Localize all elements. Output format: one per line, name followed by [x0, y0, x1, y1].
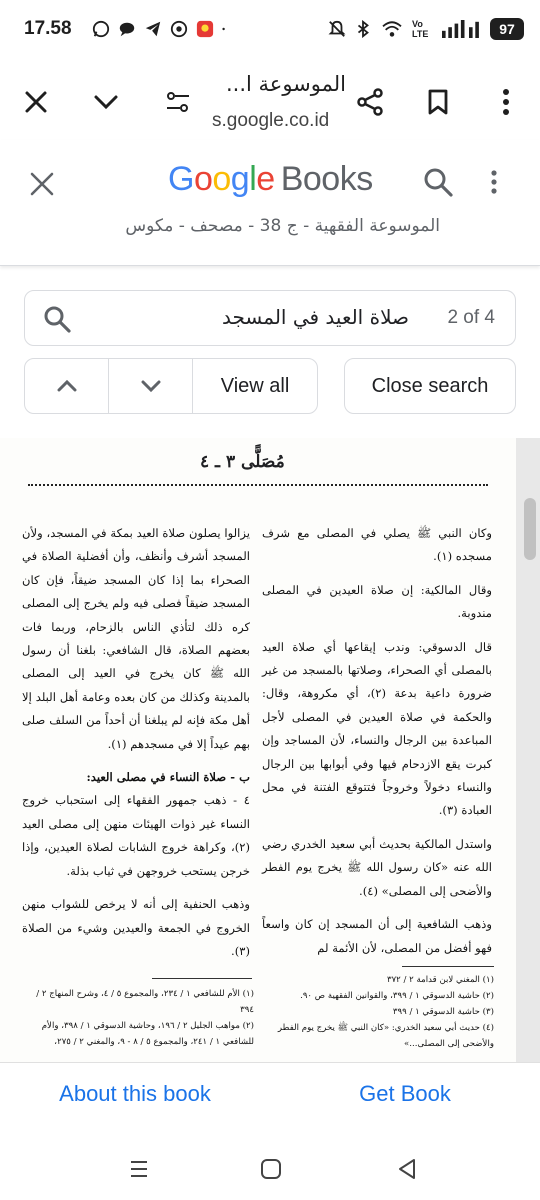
wifi-icon [380, 20, 404, 38]
close-tab-button[interactable] [16, 82, 56, 122]
whatsapp-icon [92, 20, 110, 38]
battery-indicator: 97 [490, 18, 524, 40]
page-settings-button[interactable] [158, 82, 198, 122]
logo-letter: o [193, 160, 213, 198]
paragraph: يزالوا يصلون صلاة العيد بمكة في المسجد، ولأن المسجد أشرف وأنظف، وأن أفضلية الصلاة في الصحراء بما إذا كان المسجد ضيقاً، فإن كان المسجد ضيقاً فصلى فيه ولم يخرج إلى المصلى كره ذلك لتأذي الناس بالزحام، وربما فات بعضهم الصلاة، قال الشافعي: بلغنا أن رسول الله ﷺ كان يخرج في العيد إلى المصلى بالمدينة وكذلك من كان بعده وعامة أهل البلد إلا أهل مكة فإنه لم يبلغنا أن أحداً من السلف صلى بهم عيداً إلا في مسجدهم (١). [22, 526, 250, 751]
book-title: الموسوعة الفقهية - ج 38 - مصحف - مكوس [125, 216, 440, 236]
search-icon [41, 303, 73, 335]
bookmark-button[interactable] [418, 82, 458, 122]
bluetooth-icon [354, 20, 372, 38]
system-navigation-bar [0, 1138, 540, 1200]
volte-label: Vo LTE [412, 19, 429, 39]
minimize-button[interactable] [86, 82, 126, 122]
close-icon [24, 90, 48, 114]
logo-books-text: Books [280, 160, 373, 198]
paragraph: ٤ - ذهب جمهور الفقهاء إلى استحباب خروج النساء غير ذوات الهيئات منهن إلى مصلى العيد (٢)، وكراهة خروج الشابات لصلاة العيدين، وإذا خرجن يستحب خروجهن في ثياب بذلة. [22, 793, 250, 878]
section-heading: ب - صلاة النساء في مصلى العيد: [86, 770, 250, 785]
left-footnotes [22, 986, 254, 1050]
chevron-down-icon [140, 379, 162, 393]
home-icon[interactable] [256, 1154, 286, 1184]
paragraph: قال الدسوقي: وندب إيقاعها أي صلاة العيد بالمصلى أي الصحراء، وصلاتها بالمسجد من غير ضرورة داعية بدعة (٢)، أي مكروهة، وقال: والحكمة في صلاة العيدين في المصلى لأجل المباعدة بين الرجال والنساء، لأن المساجد وإن كبرت يقع الازدحام فيها وفي أبوابها بين الرجال والنساء دخولاً وخروجاً فتتوقع الفتنة في محل العبادة (٣). [262, 639, 492, 818]
chevron-down-icon [93, 89, 119, 115]
paragraph: وقال المالكية: إن صلاة العيدين في المصلى مندوبة. [262, 582, 492, 621]
target-icon [170, 20, 188, 38]
more-options-button[interactable] [486, 82, 526, 122]
right-footnotes [262, 972, 494, 1052]
status-bar [0, 0, 540, 64]
books-close-button[interactable] [22, 164, 62, 204]
recent-apps-icon[interactable] [124, 1154, 154, 1184]
page-header: مُصَلًّى ٣ ـ ٤ [200, 452, 285, 472]
footnote: (٢) مواهب الجليل ٢ / ١٩٦، وحاشية الدسوقي ١ / ٣٩٨، والأم للشافعي ١ / ٢٤١، والمجموع ٥ / ٨ - ٩، والمغني ٢ / ٢٧٥، [41, 1021, 254, 1047]
footnote: (٤) حديث أبي سعيد الخدري: «كان النبي ﷺ يخرج يوم الفطر والأضحى إلى المصلى...» [277, 1023, 494, 1049]
logo-letter: l [249, 160, 257, 198]
app-badge-icon [196, 20, 214, 38]
header-divider [28, 484, 488, 486]
chevron-up-icon [56, 379, 78, 393]
footnote: (١) الأم للشافعي ١ / ٢٣٤، والمجموع ٥ / ٤، وشرح المنهاج ٢ / ٣٩٤ [36, 989, 254, 1015]
view-all-button[interactable]: View all [220, 374, 290, 397]
logo-letter: G [168, 160, 194, 198]
back-icon[interactable] [392, 1154, 422, 1184]
result-count: 2 of 4 [447, 307, 495, 328]
dot-icon [222, 20, 230, 38]
search-in-book-input[interactable] [24, 290, 516, 346]
paragraph: وكان النبي ﷺ يصلي في المصلى مع شرف مسجده (١). [262, 526, 492, 564]
google-books-logo[interactable] [168, 160, 373, 199]
footnote-divider [402, 966, 494, 967]
result-navigation [24, 358, 318, 414]
scrollbar-thumb[interactable] [524, 498, 536, 560]
telegram-icon [144, 20, 162, 38]
footnote: (٢) حاشية الدسوقي ١ / ٣٩٩، والقوانين الفقهية ص ٩٠. [300, 991, 494, 1001]
left-text-column [22, 522, 250, 973]
previous-result-button[interactable] [25, 359, 109, 413]
book-page [0, 438, 516, 1062]
logo-letter: g [230, 160, 250, 198]
footnote: (١) المغني لابن قدامة ٢ / ٣٧٢ [386, 975, 494, 985]
paragraph: وذهب الشافعية إلى أن المسجد إن كان واسعاً فهو أفضل من المصلى، لأن الأئمة لم [262, 917, 492, 955]
system-icons [328, 18, 524, 40]
about-this-book-button[interactable]: About this book [59, 1081, 211, 1106]
logo-letter: o [212, 160, 231, 198]
tab-title: الموسوعة ا... [226, 72, 346, 96]
bookmark-icon [427, 89, 449, 115]
book-actions-bar [0, 1062, 540, 1138]
books-search-button[interactable] [420, 164, 456, 200]
tune-icon [165, 89, 191, 115]
footnote-divider [152, 978, 252, 979]
footnote: (٣) حاشية الدسوقي ١ / ٣٩٩ [392, 1007, 494, 1017]
paragraph: واستدل المالكية بحديث أبي سعيد الخدري رضي الله عنه «كان رسول الله ﷺ يخرج يوم الفطر والأضحى إلى المصلى» (٤). [262, 836, 492, 898]
right-text-column [262, 522, 492, 970]
books-more-button[interactable] [482, 164, 506, 200]
notification-icons [92, 20, 230, 38]
signal-icon [438, 20, 482, 38]
search-query: صلاة العيد في المسجد [222, 305, 409, 329]
custom-tab-toolbar [0, 64, 540, 140]
next-result-button[interactable] [109, 359, 193, 413]
close-icon [22, 164, 62, 204]
share-icon [356, 88, 384, 116]
get-book-button[interactable]: Get Book [359, 1081, 451, 1106]
logo-letter: e [256, 160, 275, 198]
close-search-button[interactable]: Close search [344, 358, 516, 414]
chat-bubble-icon [118, 20, 136, 38]
search-icon [420, 164, 456, 200]
share-button[interactable] [350, 82, 390, 122]
tab-url: s.google.co.id [212, 110, 330, 131]
mute-icon [328, 20, 346, 38]
google-books-header [0, 140, 540, 266]
status-time: 17.58 [24, 18, 72, 39]
more-vertical-icon [482, 164, 506, 200]
more-vertical-icon [502, 89, 510, 115]
page-viewer[interactable] [0, 438, 540, 1062]
paragraph: وذهب الحنفية إلى أنه لا يرخص للشواب منهن الخروج في الجمعة والعيدين وشيء من الصلاة (٣). [22, 897, 250, 958]
